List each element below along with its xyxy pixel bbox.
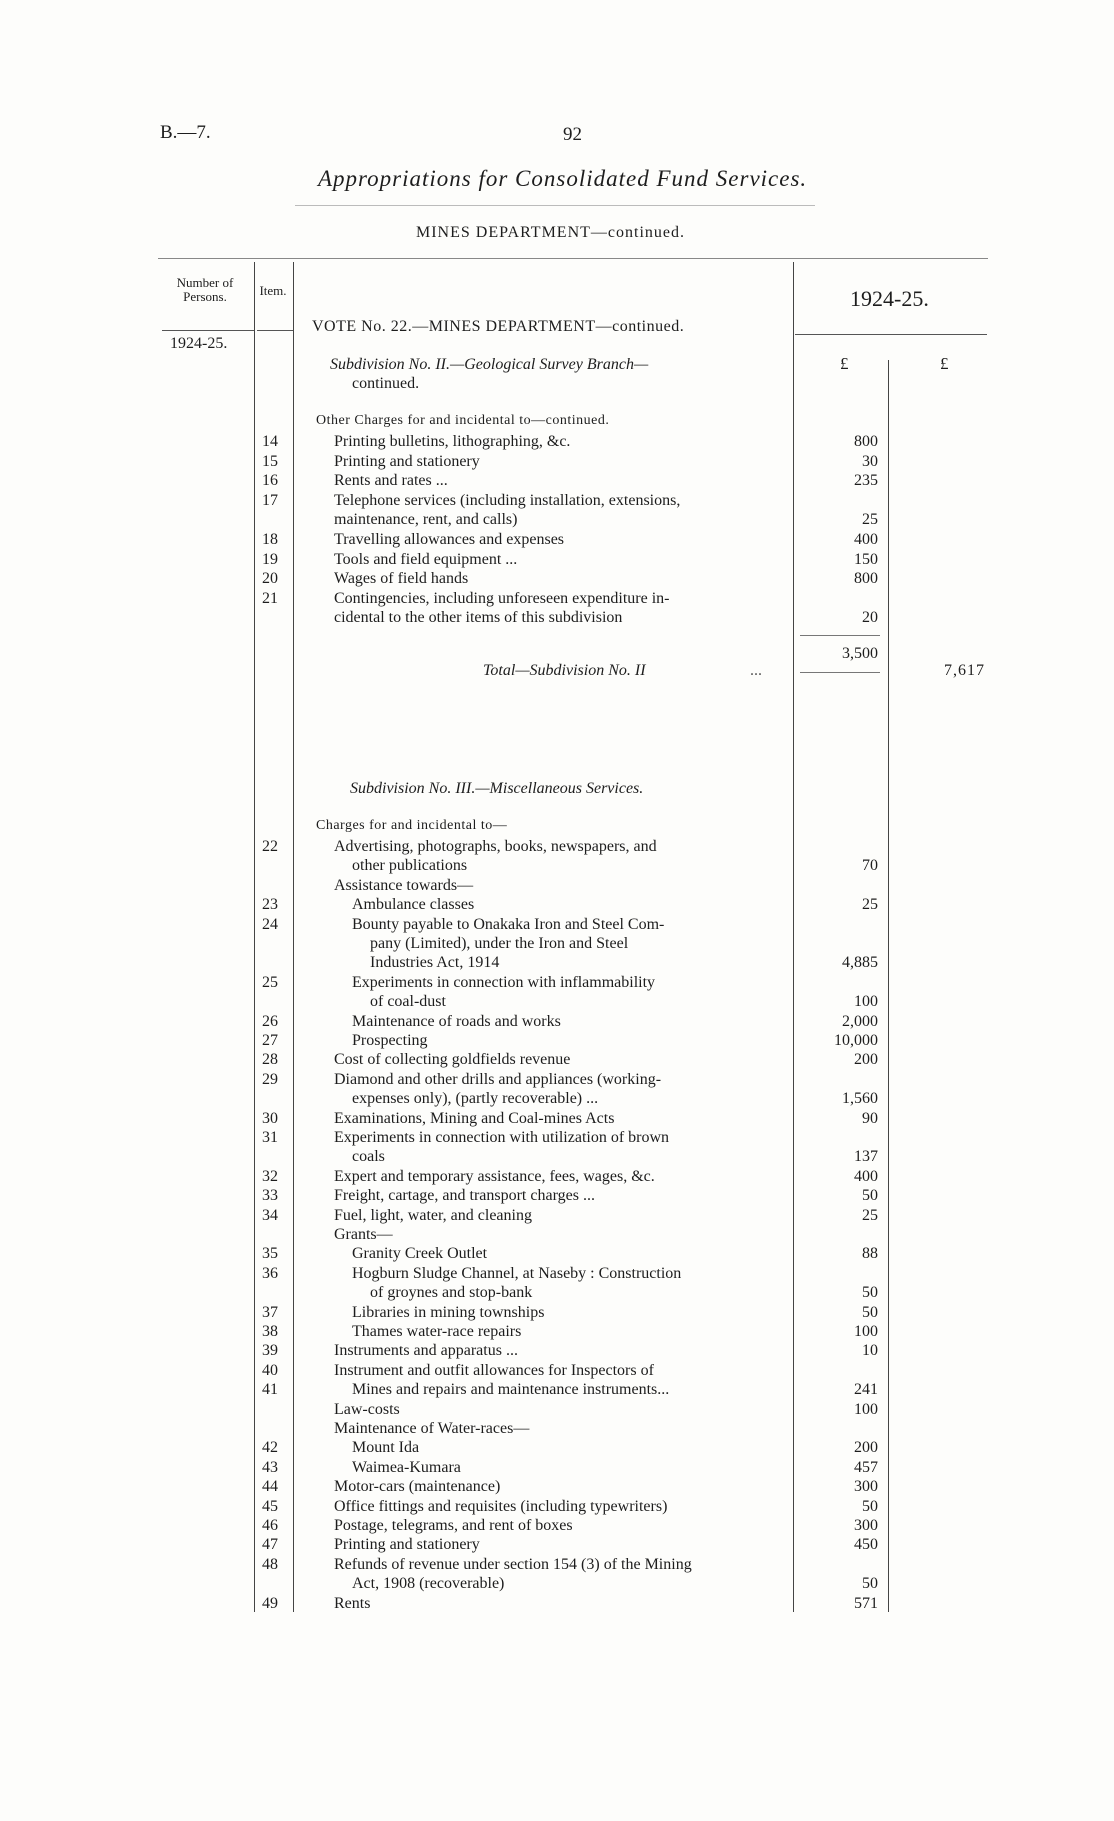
item-description: Grants— [334,1226,393,1243]
item-number: 27 [262,1032,278,1049]
subtotal-rule [800,635,880,636]
item-description: Experiments in connection with inflammability [352,973,656,991]
persons-rule [162,330,254,331]
table-row [0,1206,1114,1225]
table-row [0,569,1114,588]
table-row [0,1555,1114,1574]
table-row [0,1050,1114,1069]
item-number: 44 [262,1478,278,1496]
table-row [0,452,1114,471]
item-amount: 50 [862,1303,878,1321]
subdivision3-charges-heading: Charges for and incidental to— [316,818,508,833]
item-number: 14 [262,433,278,450]
item-description: Tools and field equipment ... [334,550,518,568]
item-number: 39 [262,1342,278,1360]
item-number: 35 [262,1245,278,1263]
item-description: Motor-cars (maintenance) [334,1478,501,1496]
item-description: pany (Limited), under the Iron and Steel [370,935,629,952]
item-number: 24 [262,915,278,933]
table-row [0,1341,1114,1360]
table-row [0,973,1114,992]
table-row [0,1438,1114,1457]
table-row [0,837,1114,856]
item-number: 31 [262,1129,278,1146]
number-persons-header: Number of Persons. [176,275,234,304]
subdivision3-heading: Subdivision No. III.—Miscellaneous Services. [350,780,644,797]
table-row [0,915,1114,934]
item-rule [257,330,293,331]
item-number: 22 [262,838,278,855]
item-number: 48 [262,1555,278,1573]
item-amount: 50 [862,1284,878,1302]
item-number: 30 [262,1109,278,1127]
table-row [0,1031,1114,1050]
item-amount: 137 [854,1148,878,1166]
item-amount: 100 [854,993,878,1011]
item-description: Wages of field hands [334,570,469,588]
item-amount: 20 [862,609,878,627]
item-amount: 150 [854,550,878,568]
subdivision2-total: 7,617 [944,662,985,679]
item-description: Rents and rates ... [334,472,448,490]
item-description: Granity Creek Outlet [352,1245,488,1263]
table-row [0,1283,1114,1302]
item-description: Refunds of revenue under section 154 (3) of the Mining [334,1555,692,1573]
item-number: 28 [262,1051,278,1069]
table-row [0,1594,1114,1613]
item-number: 42 [262,1439,278,1457]
item-description: other publications [352,857,468,875]
item-number: 23 [262,896,278,914]
item-amount: 200 [854,1439,878,1457]
item-amount: 25 [862,511,878,529]
table-row [0,1264,1114,1283]
item-amount: 70 [862,857,878,875]
item-number: 40 [262,1361,278,1379]
title-rule [295,205,815,206]
item-amount: 1,560 [842,1090,878,1108]
table-row [0,530,1114,549]
table-row [0,953,1114,972]
table-top-rule [158,258,988,259]
page-ref: B.—7. [160,122,211,143]
table-row [0,1535,1114,1554]
item-number: 15 [262,452,278,470]
item-description: Office fittings and requisites (including typewriters) [334,1497,668,1515]
table-row [0,1012,1114,1031]
item-amount: 300 [854,1478,878,1496]
item-description: maintenance, rent, and calls) [334,511,518,529]
item-amount: 100 [854,1400,878,1418]
item-description: Fuel, light, water, and cleaning [334,1206,532,1224]
table-row [0,1574,1114,1593]
table-row [0,1089,1114,1108]
table-row [0,491,1114,510]
department-heading: MINES DEPARTMENT—continued. [416,224,685,241]
item-description: Ambulance classes [352,896,475,914]
item-amount: 2,000 [842,1012,878,1030]
table-row [0,432,1114,451]
item-amount: 88 [862,1245,878,1263]
item-description: Printing and stationery [334,452,480,470]
item-number: 46 [262,1517,278,1534]
item-description: Waimea-Kumara [352,1458,461,1476]
item-description: Cost of collecting goldfields revenue [334,1051,571,1069]
item-amount: 50 [862,1497,878,1515]
item-number: 33 [262,1187,278,1205]
item-description: Freight, cartage, and transport charges ... [334,1187,595,1205]
item-amount: 241 [854,1381,878,1399]
item-amount: 457 [854,1458,878,1476]
item-header: Item. [259,283,287,298]
table-row [0,1322,1114,1341]
table-row [0,1361,1114,1380]
item-description: Prospecting [352,1032,428,1049]
item-description: Thames water-race repairs [352,1323,522,1340]
item-number: 25 [262,973,278,991]
table-row [0,1303,1114,1322]
total-dots: ... [750,662,762,679]
table-row [0,1419,1114,1438]
item-description: Examinations, Mining and Coal-mines Acts [334,1109,615,1127]
year-persons: 1924-25. [170,335,228,352]
item-amount: 400 [854,1167,878,1185]
item-number: 49 [262,1594,278,1612]
subtotal-rule-2 [800,672,880,673]
item-number: 20 [262,570,278,588]
table-row [0,895,1114,914]
item-amount: 50 [862,1187,878,1205]
table-row [0,1147,1114,1166]
subdivision2-charges-heading: Other Charges for and incidental to—continued. [316,413,610,428]
item-amount: 100 [854,1323,878,1340]
item-description: Bounty payable to Onakaka Iron and Steel Com- [352,915,665,933]
item-number: 37 [262,1303,278,1321]
item-description: Mount Ida [352,1439,420,1457]
item-amount: 400 [854,531,878,548]
item-amount: 235 [854,472,878,490]
item-description: Printing bulletins, lithographing, &c. [334,433,571,450]
pound-sign-2: £ [940,354,949,373]
item-description: Industries Act, 1914 [370,954,500,972]
item-number: 38 [262,1323,278,1340]
page-number: 92 [563,124,582,145]
item-description: Advertising, photographs, books, newspapers, and [334,838,657,855]
item-description: of groynes and stop-bank [370,1284,533,1302]
table-row [0,1380,1114,1399]
item-description: Instrument and outfit allowances for Inspectors of [334,1361,654,1379]
item-description: Maintenance of roads and works [352,1012,561,1030]
item-number: 34 [262,1206,278,1224]
item-number: 32 [262,1167,278,1185]
item-number: 36 [262,1264,278,1282]
item-description: Assistance towards— [334,876,474,894]
item-description: Maintenance of Water-races— [334,1420,530,1437]
table-row [0,1244,1114,1263]
item-description: expenses only), (partly recoverable) ... [352,1090,599,1108]
item-amount: 200 [854,1051,878,1069]
table-row [0,934,1114,953]
item-number: 45 [262,1497,278,1515]
table-row [0,550,1114,569]
item-amount: 800 [854,570,878,588]
item-description: Instruments and apparatus ... [334,1342,518,1360]
table-row [0,992,1114,1011]
table-row [0,876,1114,895]
table-row [0,1167,1114,1186]
item-amount: 4,885 [842,954,878,972]
vote-title: VOTE No. 22.—MINES DEPARTMENT—continued. [312,318,685,335]
item-description: Law-costs [334,1400,400,1418]
item-amount: 800 [854,433,878,450]
item-number: 21 [262,589,278,607]
item-number: 18 [262,531,278,548]
item-number: 16 [262,472,278,490]
year-heading: 1924-25. [850,286,929,311]
item-number: 43 [262,1458,278,1476]
item-number: 41 [262,1381,278,1399]
item-description: Diamond and other drills and appliances (working- [334,1070,662,1088]
item-number: 29 [262,1070,278,1088]
table-row [0,1186,1114,1205]
table-row [0,1109,1114,1128]
table-row [0,471,1114,490]
subdivision2-heading: Subdivision No. II.—Geological Survey Branch— [330,356,649,373]
item-description: Libraries in mining townships [352,1303,545,1321]
table-row [0,1516,1114,1535]
table-row [0,1225,1114,1244]
item-amount: 571 [854,1594,878,1612]
table-row [0,1497,1114,1516]
subdivision2-subtotal: 3,500 [842,645,878,662]
table-row [0,856,1114,875]
item-description: Hogburn Sludge Channel, at Naseby : Construction [352,1264,682,1282]
table-row [0,589,1114,608]
item-amount: 300 [854,1517,878,1534]
item-description: cidental to the other items of this subdivision [334,609,623,627]
subdivision2-heading-cont: continued. [352,375,420,392]
table-row [0,1400,1114,1419]
item-amount: 25 [862,1206,878,1224]
item-description: Travelling allowances and expenses [334,531,565,548]
item-description: Telephone services (including installation, extensions, [334,491,681,509]
item-number: 19 [262,550,278,568]
pound-sign-1: £ [840,354,849,373]
item-description: coals [352,1148,385,1166]
item-number: 26 [262,1012,278,1030]
table-row [0,510,1114,529]
table-row [0,1128,1114,1147]
item-description: Mines and repairs and maintenance instruments... [352,1381,670,1399]
item-amount: 90 [862,1109,878,1127]
item-description: Rents [334,1594,371,1612]
item-description: Printing and stationery [334,1536,480,1554]
item-description: of coal-dust [370,993,446,1011]
table-row [0,608,1114,627]
item-amount: 25 [862,896,878,914]
item-description: Expert and temporary assistance, fees, wages, &c. [334,1167,655,1185]
table-row [0,1477,1114,1496]
item-amount: 30 [862,452,878,470]
table-row [0,1070,1114,1089]
item-description: Postage, telegrams, and rent of boxes [334,1517,573,1534]
item-amount: 10 [862,1342,878,1360]
item-amount: 10,000 [834,1032,878,1049]
item-description: Act, 1908 (recoverable) [352,1575,505,1593]
item-number: 47 [262,1536,278,1554]
item-amount: 50 [862,1575,878,1593]
page-title: Appropriations for Consolidated Fund Services. [318,166,808,191]
year-rule [795,334,987,335]
item-description: Experiments in connection with utilization of brown [334,1129,670,1146]
item-description: Contingencies, including unforeseen expenditure in- [334,589,670,607]
item-number: 17 [262,491,278,509]
table-row [0,1458,1114,1477]
item-amount: 450 [854,1536,878,1554]
subdivision2-total-label: Total—Subdivision No. II [483,662,646,679]
